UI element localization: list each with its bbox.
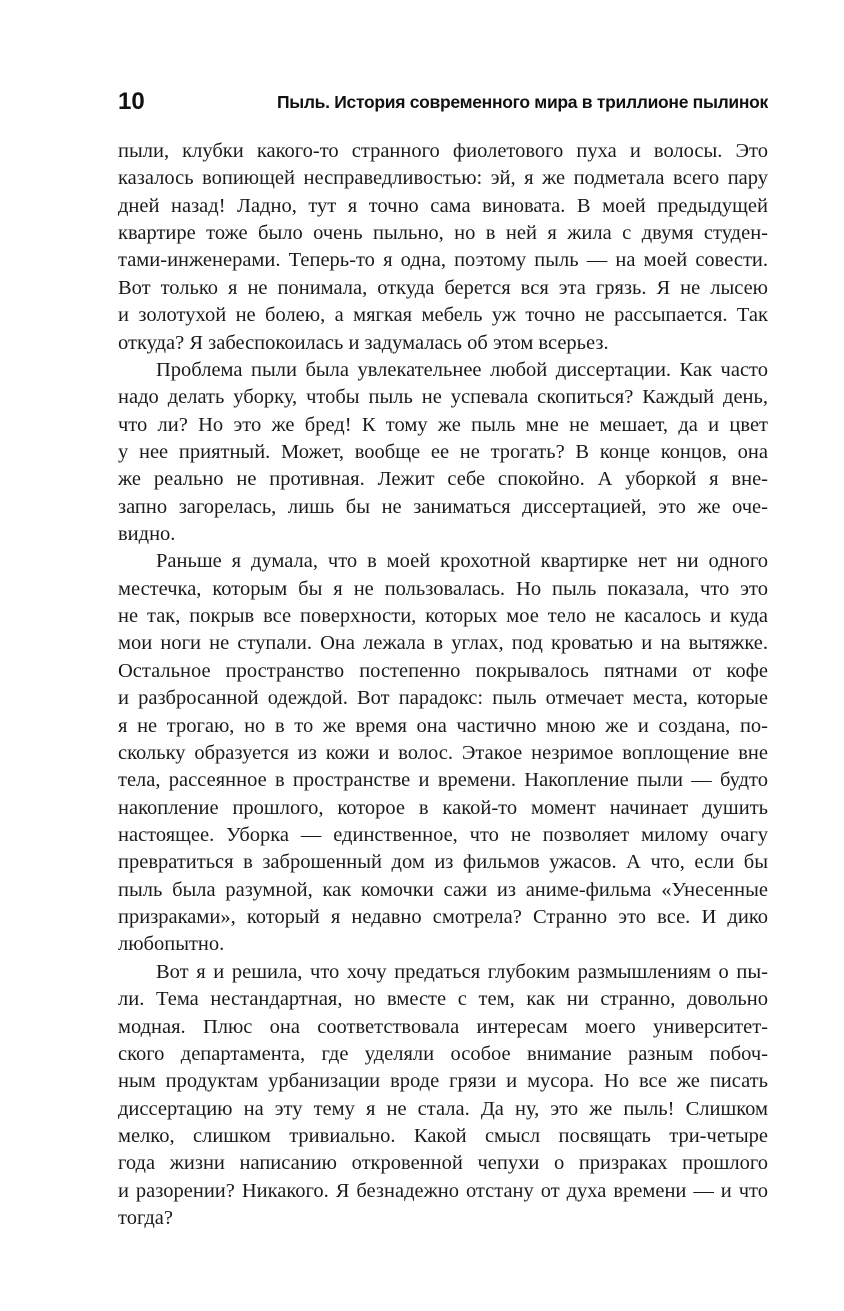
text-line: квартире тоже было очень пыльно, но в ней я жила с двумя студен-	[118, 222, 768, 245]
text-line: пыли, клубки какого-то странного фиолетового пуха и волосы. Это	[118, 140, 768, 162]
text-line: пыль была разумной, как комочки сажи из аниме-фильма «Унесенные	[118, 878, 768, 901]
text-line: тела, рассеянное в пространстве и времени. Накопление пыли — будто	[118, 769, 768, 792]
text-line: запно загорелась, лишь бы не заниматься диссертацией, это же оче-	[118, 495, 768, 518]
text-line: тами-инженерами. Теперь-то я одна, поэтому пыль — на моей совести.	[118, 249, 768, 272]
text-line: Вот только я не понимала, откуда берется вся эта грязь. Я не лысею	[118, 276, 768, 299]
text-line: скольку образуется из кожи и волос. Этакое незримое воплощение вне	[118, 741, 768, 764]
page-body	[118, 138, 768, 1232]
text-line: настоящее. Уборка — единственное, что не позволяет милому очагу	[118, 823, 768, 846]
paragraph	[118, 357, 768, 549]
text-line: Проблема пыли была увлекательнее любой диссертации. Как часто	[156, 358, 768, 381]
text-line: призраками», который я недавно смотрела? Странно это все. И дико	[118, 906, 768, 929]
text-line: у нее приятный. Может, вообще ее не трогать? В конце концов, она	[118, 440, 768, 463]
text-line: казалось вопиющей несправедливостью: эй, я же подметала всего пару	[118, 167, 768, 190]
running-header	[118, 88, 768, 118]
paragraph	[118, 548, 768, 958]
text-line: любопытно.	[118, 933, 225, 956]
text-line: что ли? Но это же бред! К тому же пыль мне не мешает, да и цвет	[118, 413, 768, 436]
text-line: накопление прошлого, которое в какой-то момент начинает душить	[118, 796, 768, 819]
text-line: и разорении? Никакого. Я безнадежно отстану от духа времени — и что	[118, 1179, 768, 1202]
text-line: Раньше я думала, что в моей крохотной квартирке нет ни одного	[156, 550, 768, 573]
text-line: ным продуктам урбанизации вроде грязи и мусора. Но все же писать	[118, 1070, 768, 1093]
text-line: модная. Плюс она соответствовала интересам моего университет-	[118, 1015, 768, 1038]
page-number: 10	[118, 88, 145, 115]
text-line: Вот я и решила, что хочу предаться глубоким размышлениям о пы-	[156, 960, 768, 983]
text-line: ского департамента, где уделяли особое внимание разным побоч-	[118, 1042, 768, 1065]
text-line: надо делать уборку, чтобы пыль не успевала скопиться? Каждый день,	[118, 386, 768, 409]
text-line: года жизни написанию откровенной чепухи о призраках прошлого	[118, 1152, 768, 1175]
paragraph	[118, 959, 768, 1233]
text-line: диссертацию на эту тему я не стала. Да ну, это же пыль! Слишком	[118, 1097, 768, 1120]
text-line: не так, покрыв все поверхности, которых мое тело не касалось и куда	[118, 605, 768, 628]
text-line: мелко, слишком тривиально. Какой смысл посвящать три-четыре	[118, 1124, 768, 1147]
text-line: и разбросанной одеждой. Вот парадокс: пыль отмечает места, которые	[118, 687, 768, 710]
text-line: же реально не противная. Лежит себе спокойно. А уборкой я вне-	[118, 468, 768, 491]
text-line: превратиться в заброшенный дом из фильмов ужасов. А что, если бы	[118, 851, 768, 874]
text-line: откуда? Я забеспокоилась и задумалась об этом всерьез.	[118, 331, 609, 354]
text-line: местечка, которым бы я не пользовалась. Но пыль показала, что это	[118, 577, 768, 600]
text-line: Остальное пространство постепенно покрывалось пятнами от кофе	[118, 659, 768, 682]
running-title: Пыль. История современного мира в триллионе пылинок	[276, 92, 768, 112]
text-line: мои ноги не ступали. Она лежала в углах, под кроватью и на вытяжке.	[118, 632, 768, 655]
text-line: видно.	[118, 523, 176, 546]
paragraph	[118, 138, 768, 357]
text-line: ли. Тема нестандартная, но вместе с тем, как ни странно, довольно	[118, 988, 768, 1011]
text-line: тогда?	[118, 1207, 173, 1230]
text-line: дней назад! Ладно, тут я точно сама виновата. В моей предыдущей	[118, 194, 768, 217]
text-line: и золотухой не болею, а мягкая мебель уж точно не рассыпается. Так	[118, 304, 768, 327]
text-line: я не трогаю, но в то же время она частично мною же и создана, по-	[118, 714, 768, 737]
